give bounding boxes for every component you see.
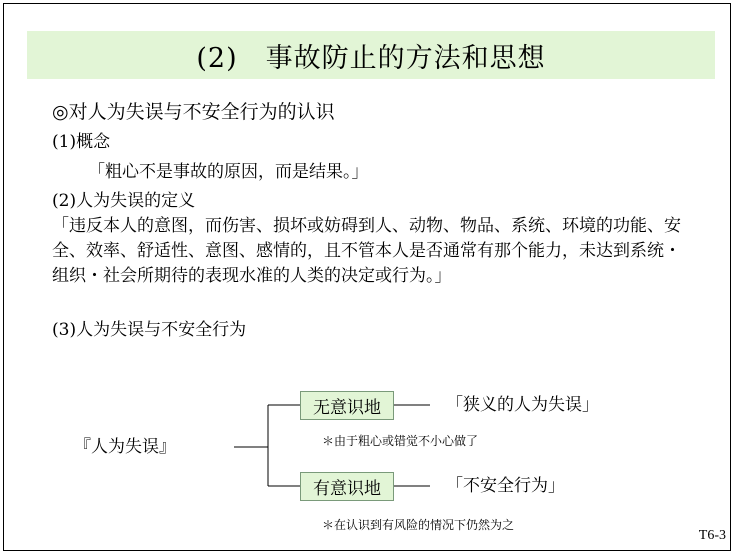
definition-text: 「违反本人的意图，而伤害、损坏或妨碍到人、动物、物品、系统、环境的功能、安全、效率、舒适性、意图、感情的，且不管本人是否通常有那个能力，未达到系统・组织・社会所期待的表现水准的人类的决定或行为。」	[52, 216, 681, 286]
concept-label: (1)概念	[52, 132, 111, 152]
intentional-box	[300, 472, 394, 501]
definition-label: (2)人为失误的定义	[52, 191, 196, 211]
unintentional-result: 「狭义的人为失误」	[446, 395, 599, 415]
intentional-result: 「不安全行为」	[446, 476, 565, 496]
intentional-note: ＊在认识到有风险的情况下仍然为之	[322, 518, 515, 532]
root-node: 『人为失误』	[74, 437, 176, 457]
slide-code: T6-3	[698, 528, 726, 543]
unintentional-box	[300, 391, 394, 420]
concept-quote: 「粗心不是事故的原因，而是结果。」	[88, 162, 369, 182]
section-heading: ◎对人为失误与不安全行为的认识	[52, 101, 335, 123]
unintentional-label: 无意识地	[313, 398, 381, 418]
relation-label: (3)人为失误与不安全行为	[52, 320, 247, 340]
intentional-label: 有意识地	[313, 479, 381, 499]
slide-title: (2) 事故防止的方法和思想	[196, 42, 546, 74]
unintentional-note: ＊由于粗心或错觉不小心做了	[322, 434, 479, 448]
